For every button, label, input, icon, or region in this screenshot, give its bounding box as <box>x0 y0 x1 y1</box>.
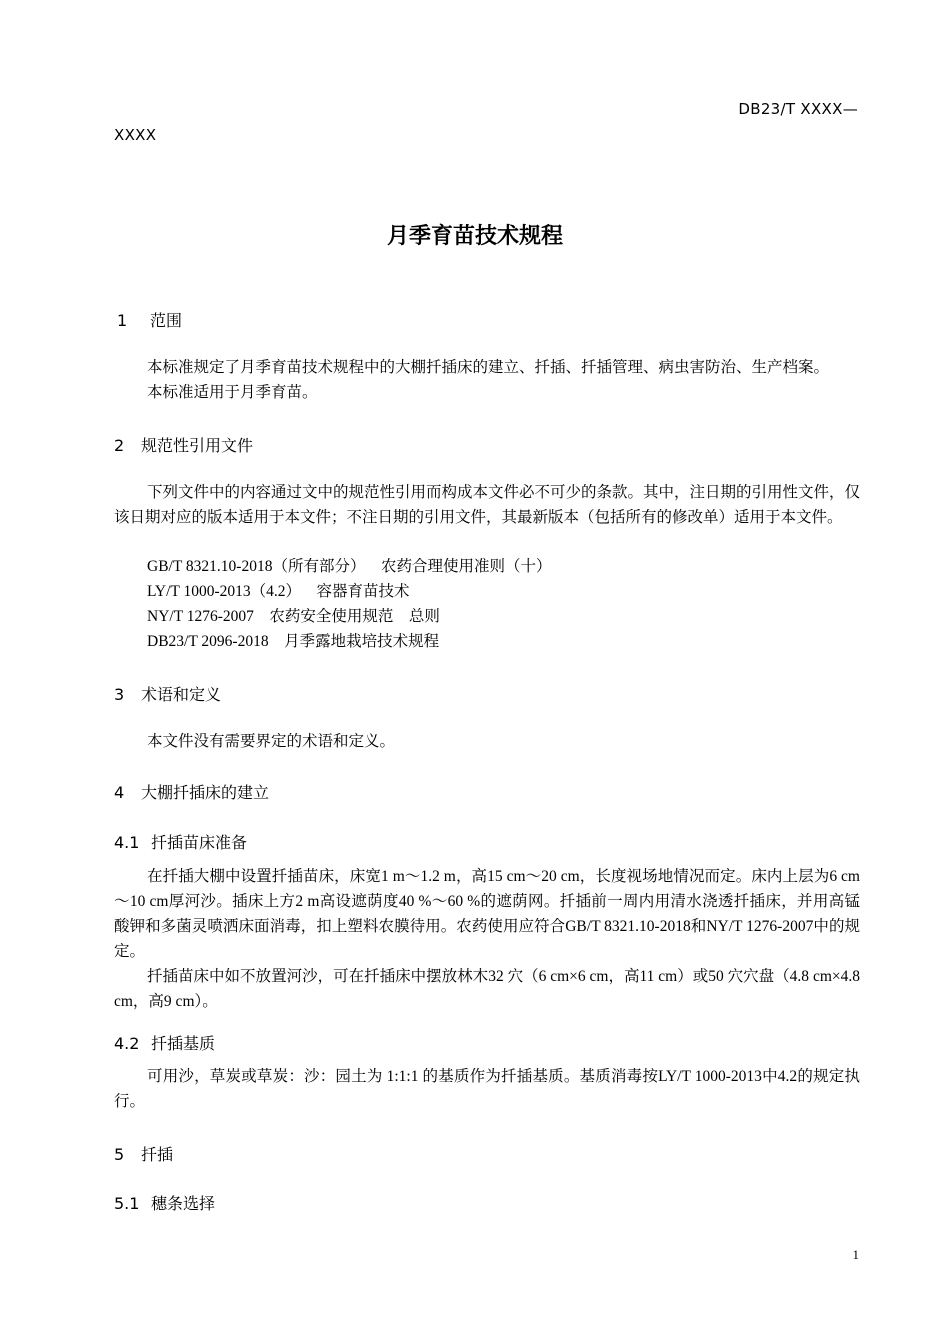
page-number: 1 <box>852 1247 859 1262</box>
paragraph: 可用沙，草炭或草炭：沙：园土为 1:1:1 的基质作为扦插基质。基质消毒按LY/T 1000-2013中4.2的规定执行。 <box>114 1068 860 1110</box>
section-number: 4.1 <box>114 833 140 852</box>
document-code: DB23/T XXXX— <box>738 100 858 118</box>
subsection-4-2-heading <box>114 1031 215 1054</box>
section-5-heading <box>114 1142 173 1165</box>
section-number: 4 <box>114 783 125 802</box>
section-title: 规范性引用文件 <box>141 436 254 455</box>
section-title: 扦插基质 <box>151 1034 216 1053</box>
paragraph: 在扦插大棚中设置扦插苗床，床宽1 m～1.2 m，高15 cm～20 cm，长度视场地情况而定。床内上层为6 cm～10 cm厚河沙。插床上方2 m高设遮荫度40 %～60 %的遮荫网。扦插前一周内用清水浇透扦插床，并用高锰酸钾和多菌灵喷洒床面消毒，扣上塑料农膜待用。农药使用应符合GB/T 8321.10-2018和NY/T 1276-2007中的规定。 <box>114 868 860 960</box>
section-1-heading <box>114 308 182 331</box>
section-title: 术语和定义 <box>141 685 222 704</box>
reference-item: DB23/T 2096-2018 月季露地栽培技术规程 <box>147 633 440 650</box>
paragraph: 本标准规定了月季育苗技术规程中的大棚扦插床的建立、扦插、扦插管理、病虫害防治、生产档案。 <box>147 359 830 376</box>
subsection-5-1-heading <box>114 1191 215 1214</box>
paragraph: 本标准适用于月季育苗。 <box>147 384 318 401</box>
section-title: 大棚扦插床的建立 <box>141 783 270 802</box>
reference-item: GB/T 8321.10-2018（所有部分） 农药合理使用准则（十） <box>147 558 552 575</box>
section-number: 5.1 <box>114 1194 140 1213</box>
subsection-4-1-heading <box>114 830 247 853</box>
document-title: 月季育苗技术规程 <box>386 224 563 249</box>
paragraph: 本文件没有需要界定的术语和定义。 <box>147 733 396 750</box>
section-title: 扦插 <box>141 1145 174 1164</box>
section-number: 2 <box>114 436 125 455</box>
reference-item: NY/T 1276-2007 农药安全使用规范 总则 <box>147 608 440 625</box>
section-2-heading <box>114 433 253 456</box>
reference-item: LY/T 1000-2013（4.2） 容器育苗技术 <box>147 583 410 600</box>
section-number: 3 <box>114 685 125 704</box>
section-number: 5 <box>114 1145 125 1164</box>
section-number: 4.2 <box>114 1034 140 1053</box>
section-3-heading <box>114 682 221 705</box>
paragraph: 下列文件中的内容通过文中的规范性引用而构成本文件必不可少的条款。其中，注日期的引用性文件，仅该日期对应的版本适用于本文件；不注日期的引用文件，其最新版本（包括所有的修改单）适用于本文件。 <box>114 484 861 526</box>
paragraph: 扦插苗床中如不放置河沙，可在扦插床中摆放林木32 穴（6 cm×6 cm，高11 cm）或50 穴穴盘（4.8 cm×4.8 cm，高9 cm）。 <box>114 968 860 1010</box>
section-number: 1 <box>117 311 128 330</box>
section-title: 范围 <box>150 311 183 330</box>
document-code-continued: XXXX <box>114 126 157 144</box>
section-title: 穗条选择 <box>151 1194 216 1213</box>
section-4-heading <box>114 780 269 803</box>
section-title: 扦插苗床准备 <box>151 833 248 852</box>
